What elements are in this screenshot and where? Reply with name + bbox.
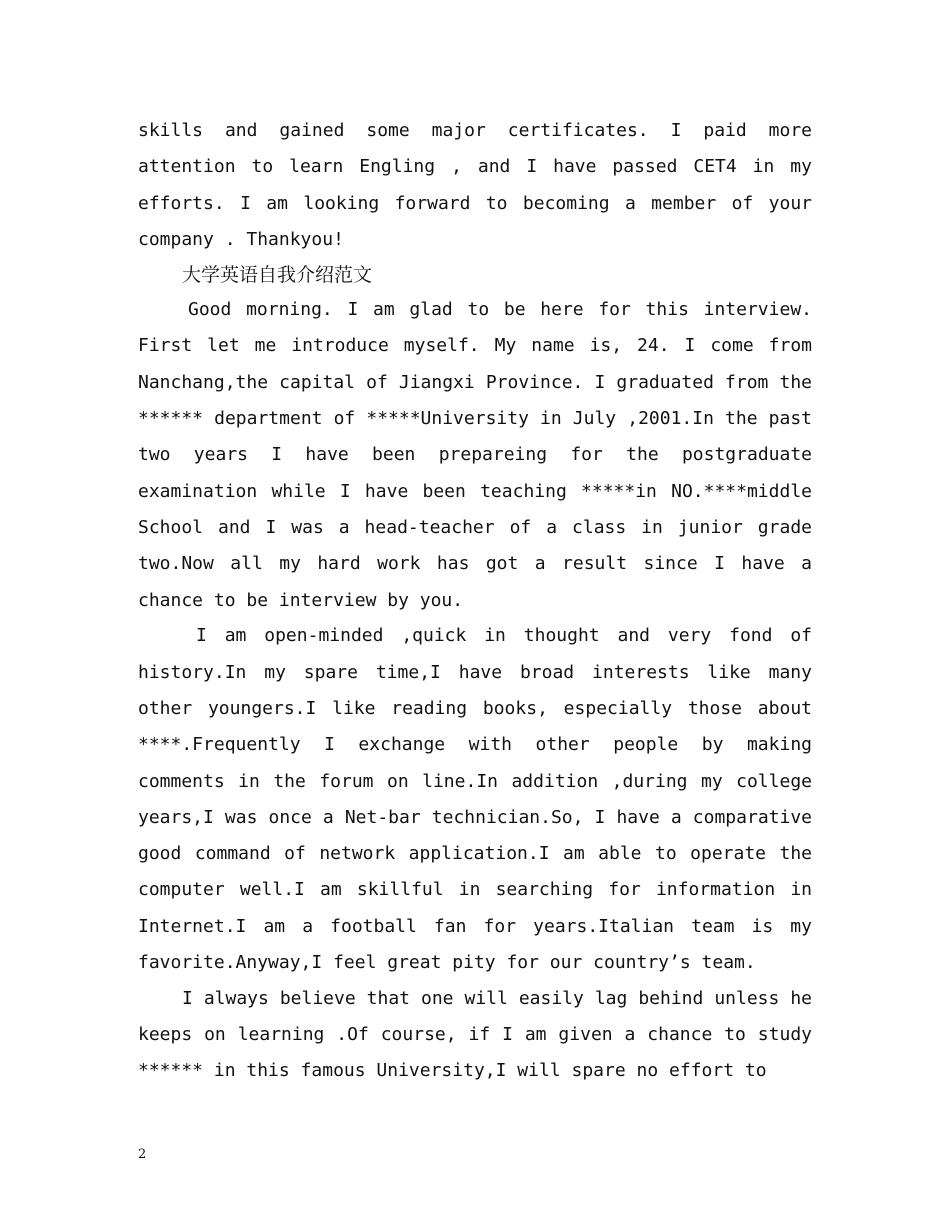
section-heading: 大学英语自我介绍范文 [182,264,373,287]
paragraph-interests: I am open-minded ,quick in thought and very fond of history.In my spare time,I have broad interests like many other youngers.I like reading books, especially those about ****.Frequently I exchange with other people by making comments in the forum on line.In addition ,during my college years,I was once a Net-bar technician.So, I have a comparative good command of network application.I am able to operate the computer well.I am skillful in searching for information in Internet.I am a football fan for years.Italian team is my favorite.Anyway,I feel great pity for our country’s team. [138,625,812,974]
paragraph-continued: skills and gained some major certificates. I paid more attention to learn Engling , and I have passed CET4 in my efforts. I am looking forward to becoming a member of your company . Thankyou! [138,120,812,250]
body-text [138,113,812,1090]
page-number: 2 [138,1147,147,1162]
paragraph-learning: I always believe that one will easily lag behind unless he keeps on learning .Of course, if I am given a chance to study ****** in this famous University,I will spare no effort to [138,987,812,1082]
paragraph-introduction: Good morning. I am glad to be here for this interview. First let me introduce myself. My name is, 24. I come from Nanchang,the capital of Jiangxi Province. I graduated from the ****** department of *****University in July ,2001.In the past two years I have been prepareing for the postgraduate examination while I have been teaching *****in NO.****middle School and I was a head-teacher of a class in junior grade two.Now all my hard work has got a result since I have a chance to be interview by you. [138,299,812,611]
